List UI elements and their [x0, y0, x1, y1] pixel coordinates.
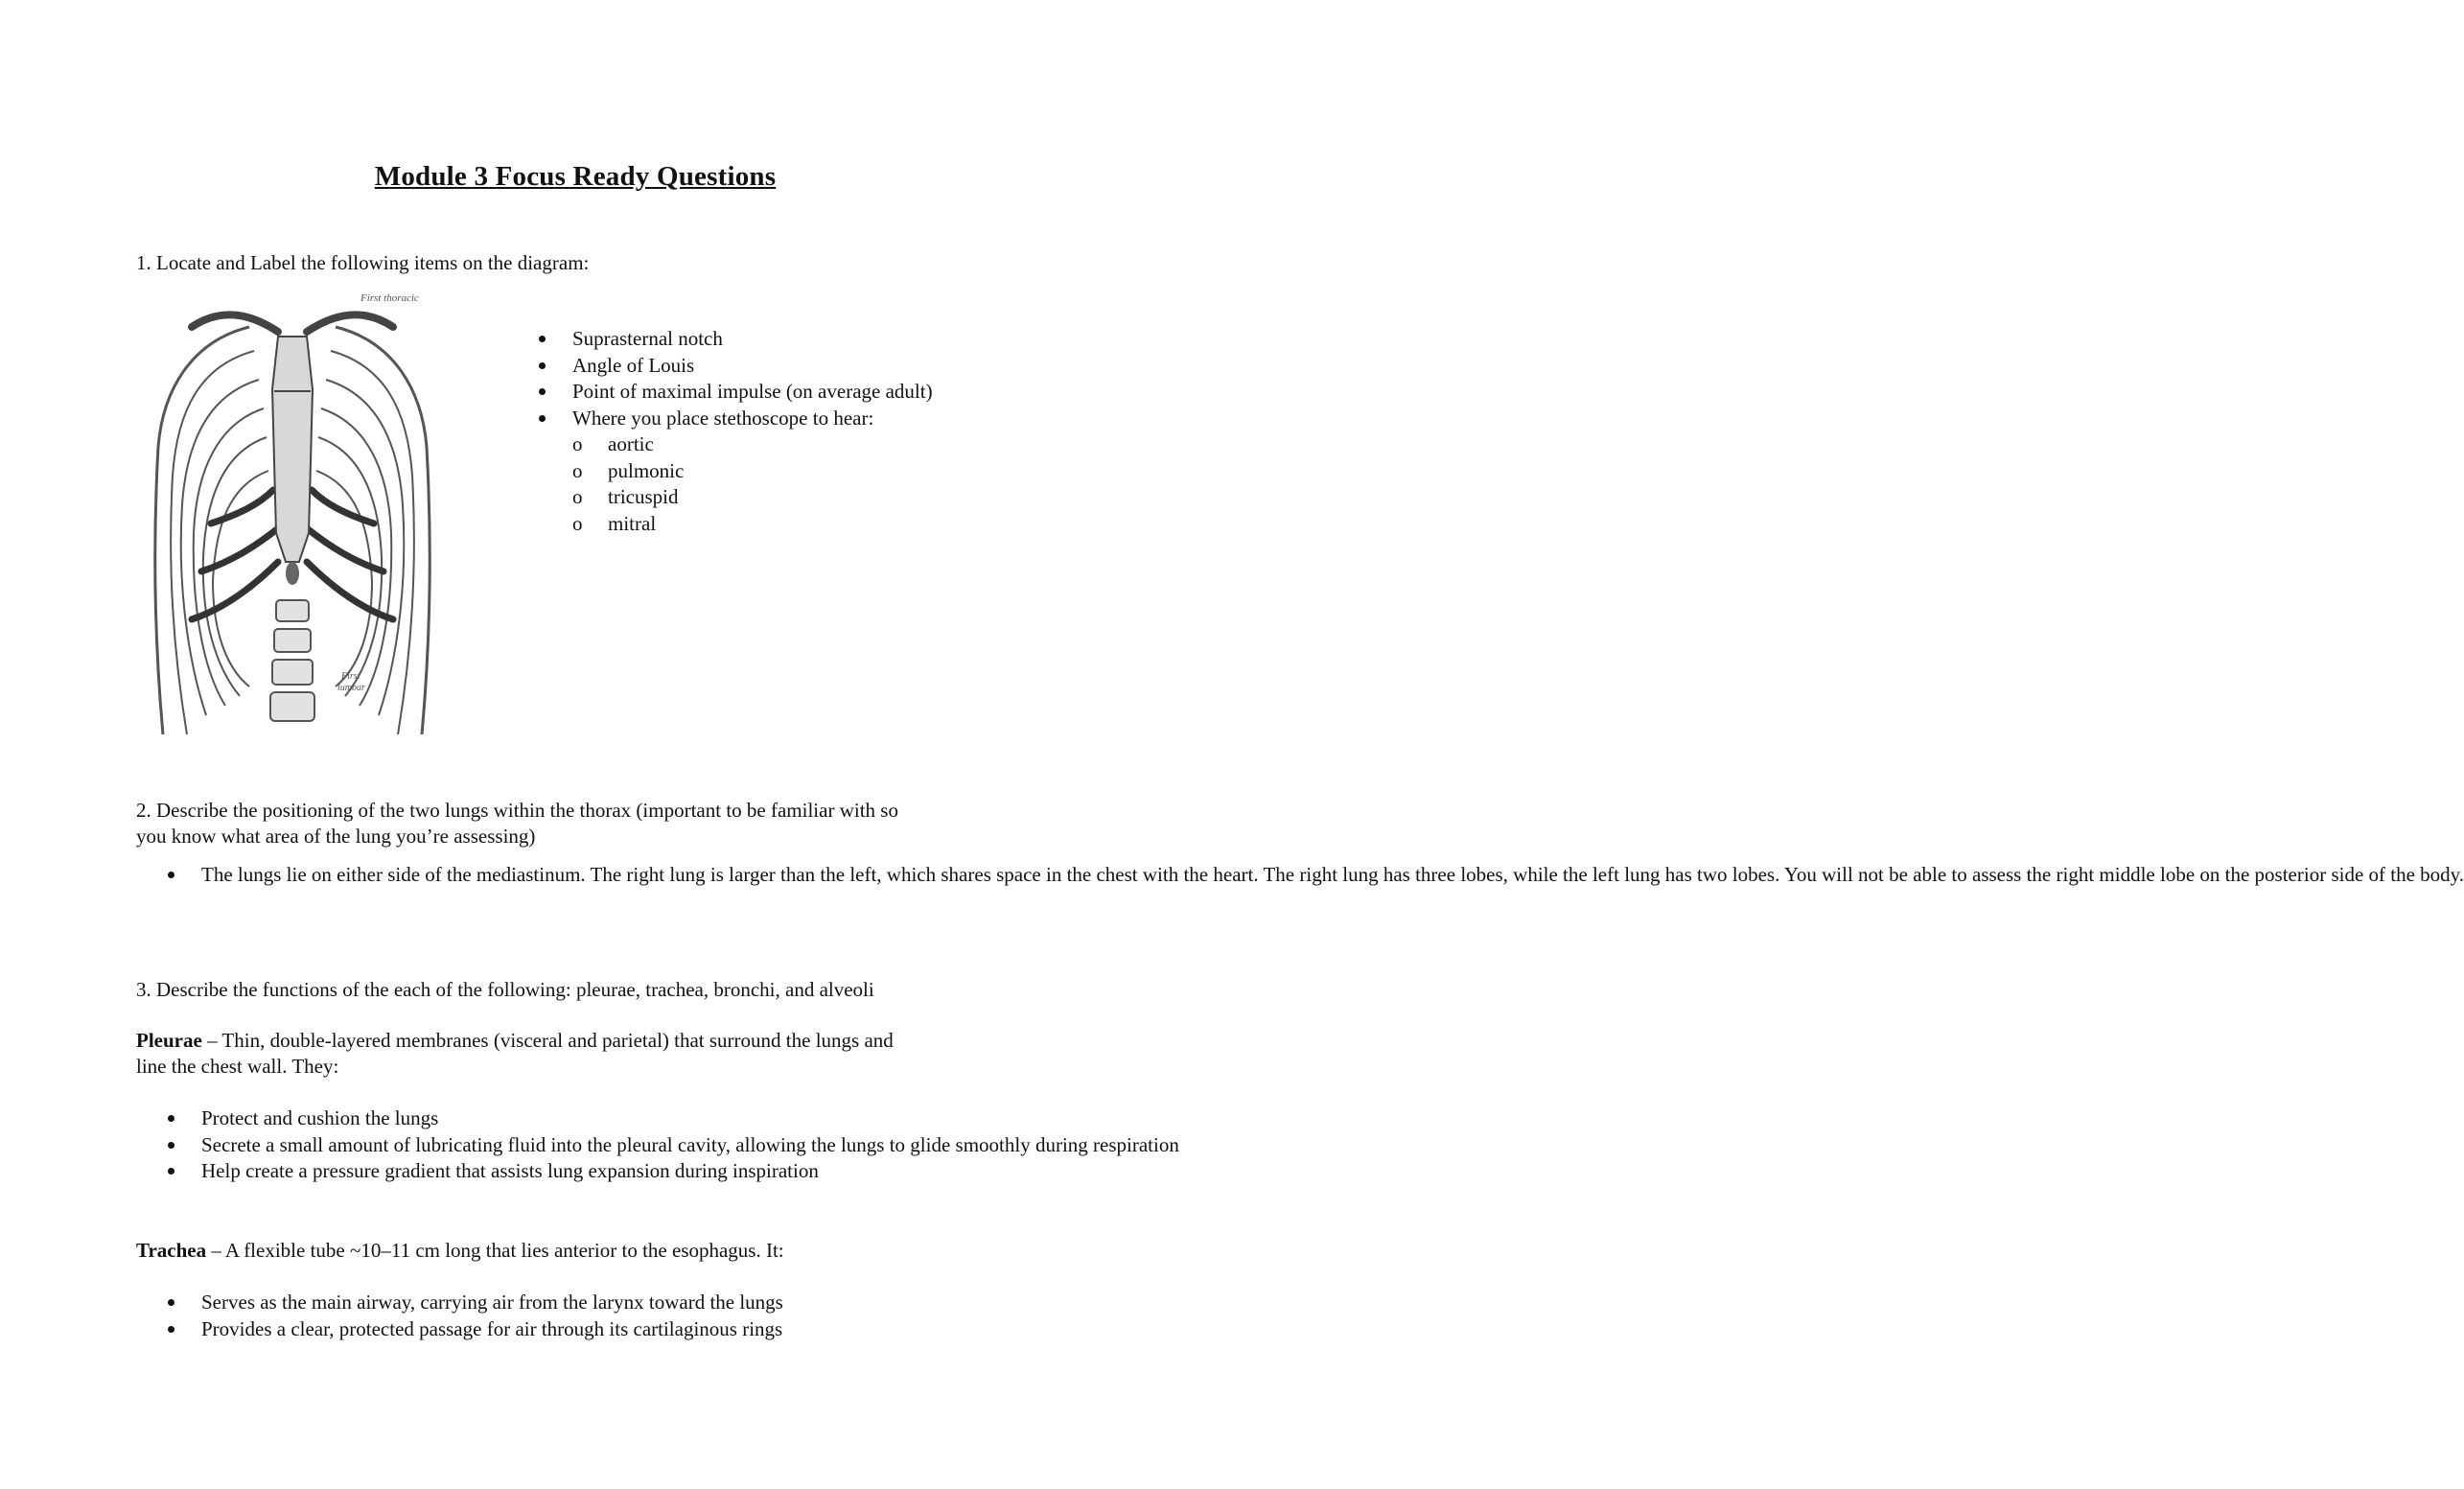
pleurae-points [166, 1105, 1179, 1185]
label-first-thoracic: First thoracic [360, 292, 419, 304]
trachea-def: – A flexible tube ~10–11 cm long that lies anterior to the esophagus. It: [206, 1239, 784, 1262]
list-item: o aortic [572, 431, 684, 458]
list-item: Point of maximal impulse (on average adult) [537, 379, 933, 406]
list-item: Protect and cushion the lungs [166, 1105, 1000, 1132]
pleurae-def-1: – Thin, double-layered membranes (visceral and parietal) that surround the lungs and [201, 1029, 894, 1052]
list-item: Help create a pressure gradient that assists lung expansion during inspiration [166, 1158, 1000, 1185]
trachea-points [166, 1290, 1000, 1342]
page-title: Module 3 Focus Ready Questions [374, 161, 777, 192]
list-item: Angle of Louis [537, 353, 933, 380]
list-item: Serves as the main airway, carrying air from the larynx toward the lungs [166, 1290, 1000, 1316]
list-item: o tricuspid [572, 484, 684, 511]
list-item: Suprasternal notch [537, 326, 933, 353]
label-first-lumbar-1: First [341, 671, 360, 682]
question-3-prompt: 3. Describe the functions of the each of the following: pleurae, trachea, bronchi, and alveoli [136, 978, 874, 1001]
pleurae-definition-line2: line the chest wall. They: [136, 1055, 339, 1078]
question-1-prompt: 1. Locate and Label the following items on the diagram: [136, 251, 590, 274]
trachea-term: Trachea [136, 1239, 207, 1262]
question-2-prompt-line2: you know what area of the lung you’re assessing) [136, 825, 536, 848]
pleurae-term: Pleurae [136, 1029, 202, 1052]
list-item: o mitral [572, 511, 684, 538]
q1-item-list [537, 326, 933, 431]
list-item: Secrete a small amount of lubricating fluid into the pleural cavity, allowing the lungs to glide smoothly during respiration [166, 1132, 1000, 1159]
q2-answer-list [166, 862, 2464, 889]
question-2-prompt-line1: 2. Describe the positioning of the two lungs within the thorax (important to be familiar with so [136, 799, 898, 822]
list-item: The lungs lie on either side of the mediastinum. The right lung is larger than the left, which shares space in the chest with the heart. The right lung has three lobes, while the left lung has two lobes. You will not be able to assess the right middle lobe on the posterior side of the body. [166, 862, 1000, 889]
list-item: Provides a clear, protected passage for air through its cartilaginous rings [166, 1316, 1000, 1343]
q1-subitem-list [572, 431, 684, 537]
label-first-lumbar-2: lumbar [337, 683, 365, 693]
list-item: o pulmonic [572, 458, 684, 485]
list-item: Where you place stethoscope to hear: [537, 406, 933, 432]
rib-cage-diagram [134, 284, 451, 769]
pleurae-definition-line1 [136, 1028, 894, 1054]
trachea-definition [136, 1238, 784, 1264]
